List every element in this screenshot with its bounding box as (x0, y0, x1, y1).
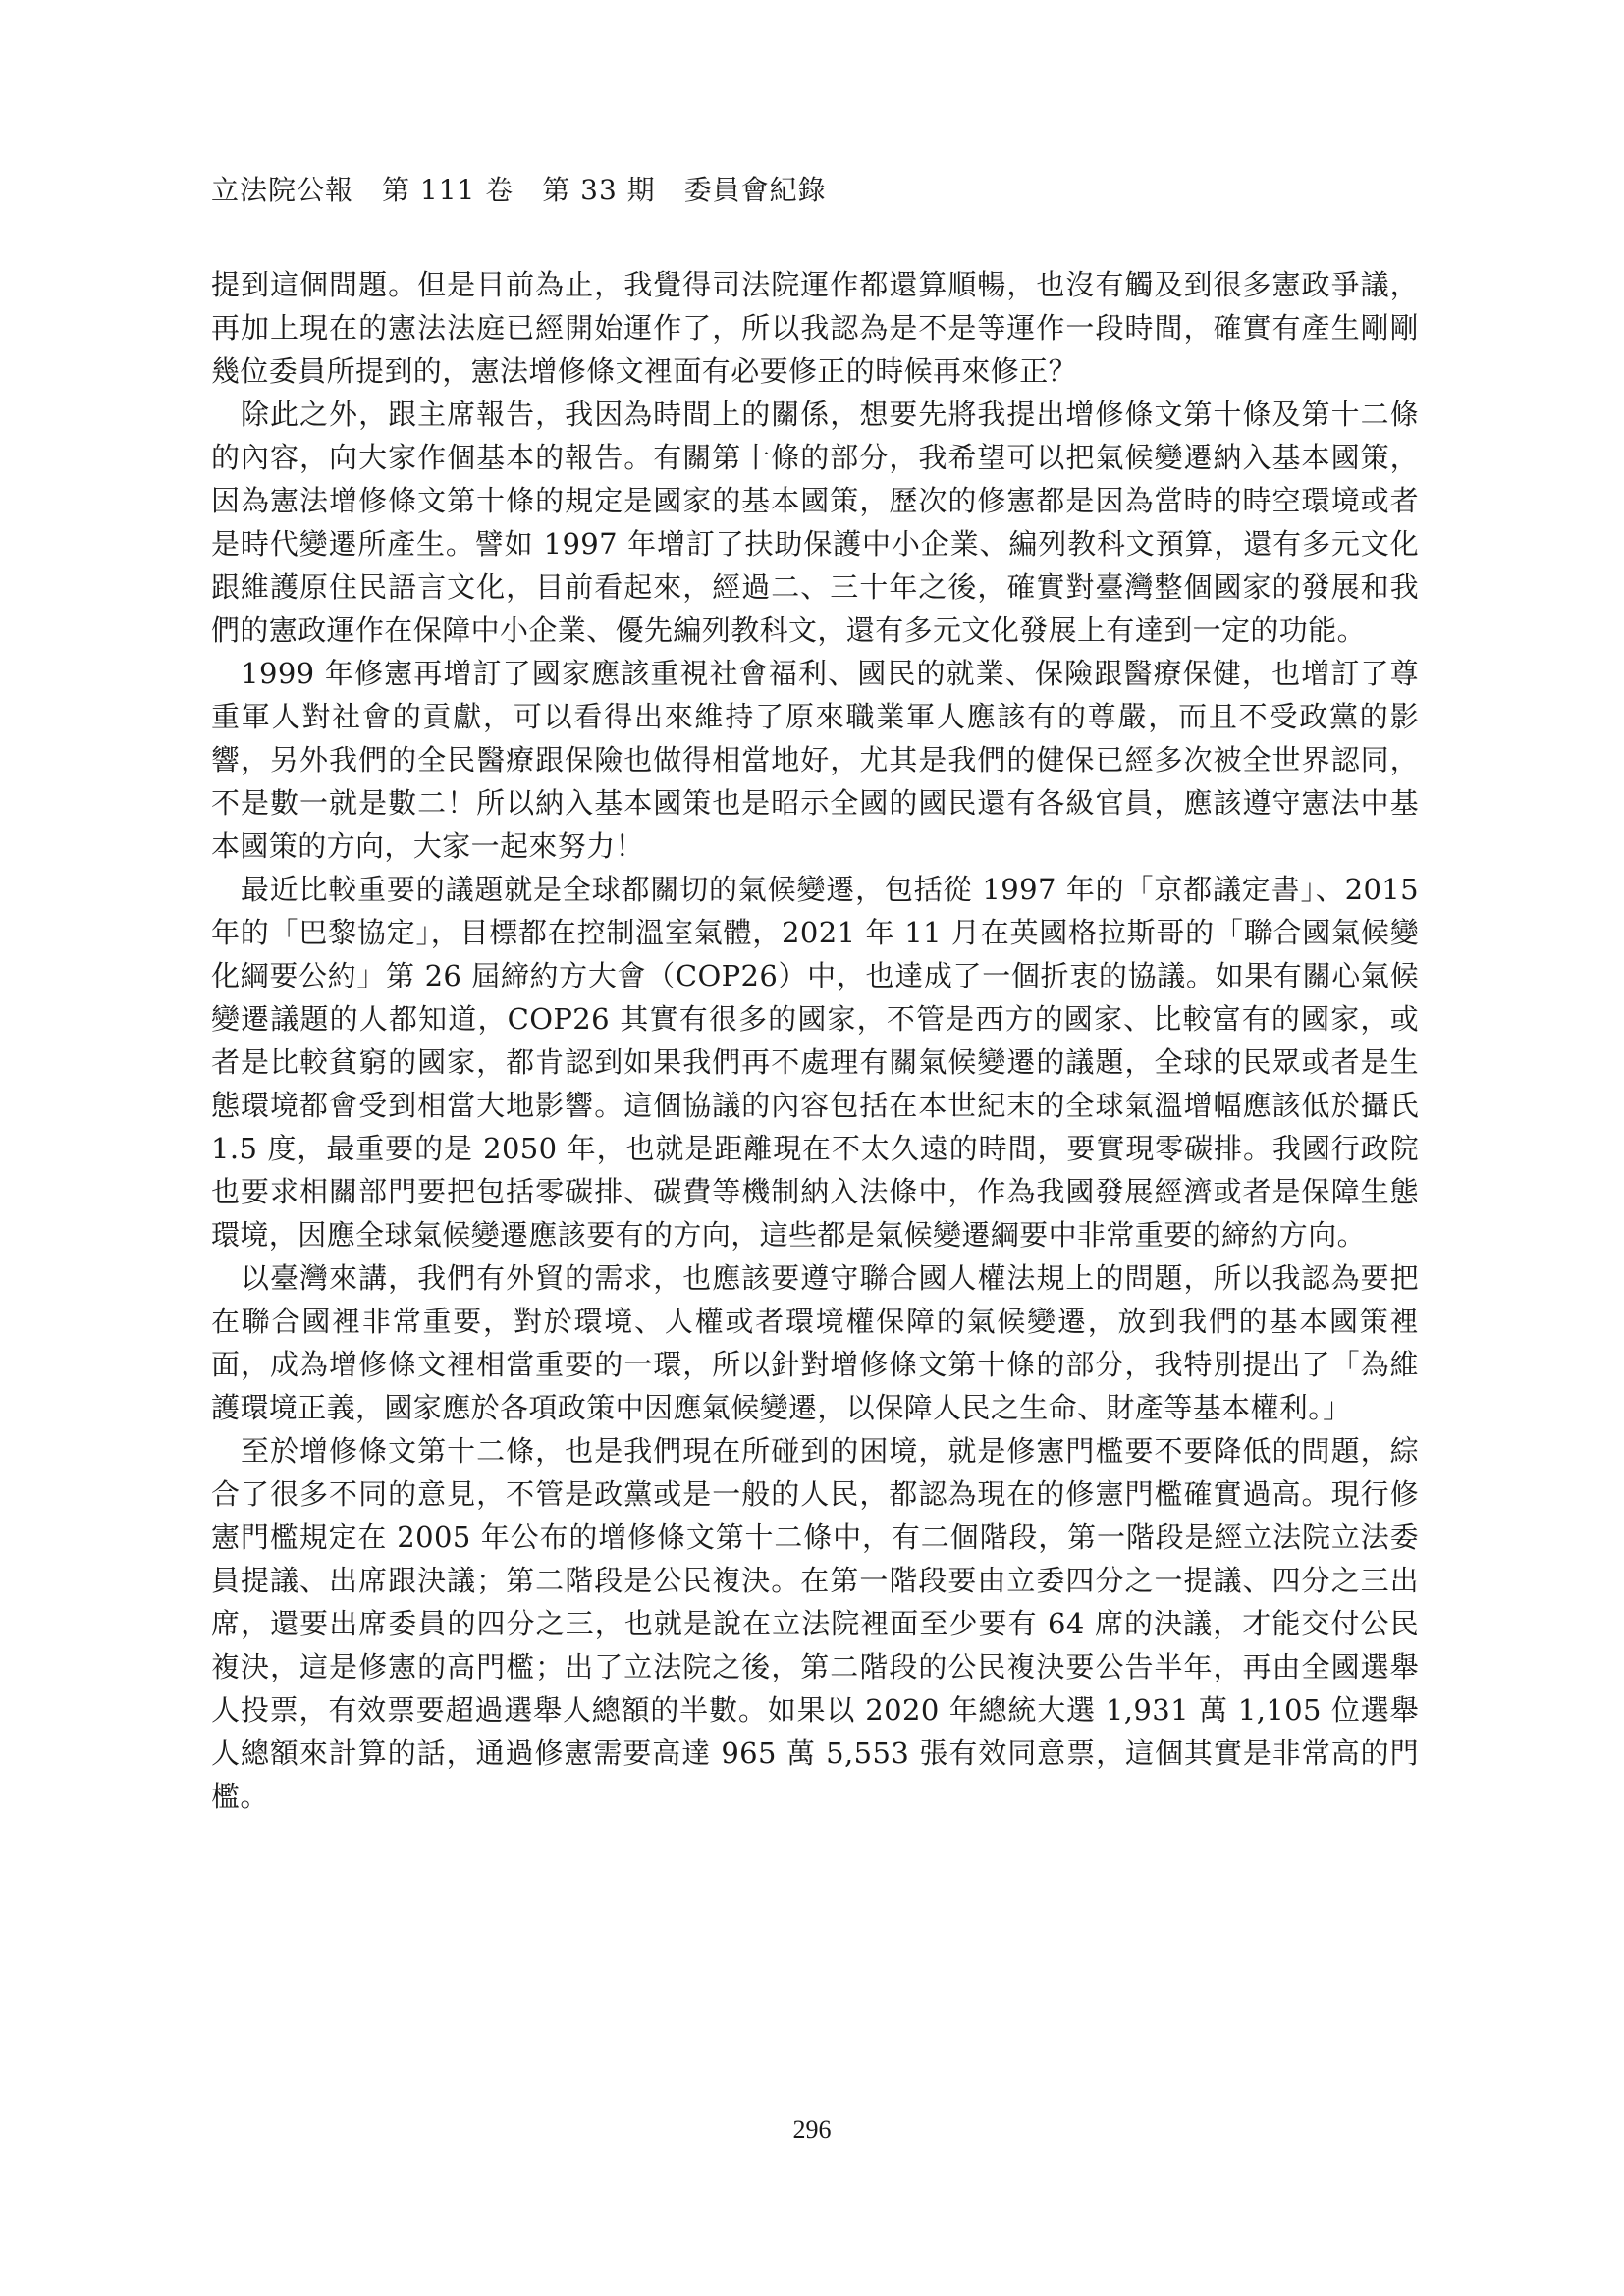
paragraph-6: 至於增修條文第十二條，也是我們現在所碰到的困境，就是修憲門檻要不要降低的問題，綜合了很多不同的意見，不管是政黨或是一般的人民，都認為現在的修憲門檻確實過高。現行修憲門檻規定在 2005 年公布的增修條文第十二條中，有二個階段，第一階段是經立法院立法委員提議、出席跟決議；第二階段是公民複決。在第一階段要由立委四分之一提議、四分之三出席，還要出席委員的四分之三，也就是說在立法院裡面至少要有 64 席的決議，才能交付公民複決，這是修憲的高門檻；出了立法院之後，第二階段的公民複決要公告半年，再由全國選舉人投票，有效票要超過選舉人總額的半數。如果以 2020 年總統大選 1,931 萬 1,105 位選舉人總額來計算的話，通過修憲需要高達 965 萬 5,553 張有效同意票，這個其實是非常高的門檻。 (211, 1434, 1419, 1813)
paragraph-3: 1999 年修憲再增訂了國家應該重視社會福利、國民的就業、保險跟醫療保健，也增訂了尊重軍人對社會的貢獻，可以看得出來維持了原來職業軍人應該有的尊嚴，而且不受政黨的影響，另外我們的全民醫療跟保險也做得相當地好，尤其是我們的健保已經多次被全世界認同，不是數一就是數二！所以納入基本國策也是昭示全國的國民還有各級官員，應該遵守憲法中基本國策的方向，大家一起來努力！ (211, 657, 1419, 863)
body-text (211, 263, 1419, 1818)
paragraph-1: 提到這個問題。但是目前為止，我覺得司法院運作都還算順暢，也沒有觸及到很多憲政爭議，再加上現在的憲法法庭已經開始運作了，所以我認為是不是等運作一段時間，確實有產生剛剛幾位委員所提到的，憲法增修條文裡面有必要修正的時候再來修正？ (211, 268, 1419, 388)
paragraph-5: 以臺灣來講，我們有外貿的需求，也應該要遵守聯合國人權法規上的問題，所以我認為要把在聯合國裡非常重要，對於環境、人權或者環境權保障的氣候變遷，放到我們的基本國策裡面，成為增修條文裡相當重要的一環，所以針對增修條文第十條的部分，我特別提出了「為維護環境正義，國家應於各項政策中因應氣候變遷，以保障人民之生命、財產等基本權利。」 (211, 1261, 1419, 1424)
paragraph-2: 除此之外，跟主席報告，我因為時間上的關係，想要先將我提出增修條文第十條及第十二條的內容，向大家作個基本的報告。有關第十條的部分，我希望可以把氣候變遷納入基本國策，因為憲法增修條文第十條的規定是國家的基本國策，歷次的修憲都是因為當時的時空環境或者是時代變遷所產生。譬如 1997 年增訂了扶助保護中小企業、編列教科文預算，還有多元文化跟維護原住民語言文化，目前看起來，經過二、三十年之後，確實對臺灣整個國家的發展和我們的憲政運作在保障中小企業、優先編列教科文，還有多元文化發展上有達到一定的功能。 (211, 398, 1419, 647)
page-number: 296 (792, 2115, 832, 2144)
paragraph-4: 最近比較重要的議題就是全球都關切的氣候變遷，包括從 1997 年的「京都議定書」、2015 年的「巴黎協定」，目標都在控制溫室氣體，2021 年 11 月在英國格拉斯哥的「聯合國氣候變化綱要公約」第 26 屆締約方大會（COP26）中，也達成了一個折衷的協議。如果有關心氣候變遷議題的人都知道，COP26 其實有很多的國家，不管是西方的國家、比較富有的國家，或者是比較貧窮的國家，都肯認到如果我們再不處理有關氣候變遷的議題，全球的民眾或者是生態環境都會受到相當大地影響。這個協議的內容包括在本世紀末的全球氣溫增幅應該低於攝氏 1.5 度，最重要的是 2050 年，也就是距離現在不太久遠的時間，要實現零碳排。我國行政院也要求相關部門要把包括零碳排、碳費等機制納入法條中，作為我國發展經濟或者是保障生態環境，因應全球氣候變遷應該要有的方向，這些都是氣候變遷綱要中非常重要的締約方向。 (211, 873, 1419, 1252)
page-header: 立法院公報 第 111 卷 第 33 期 委員會紀錄 (211, 174, 827, 206)
